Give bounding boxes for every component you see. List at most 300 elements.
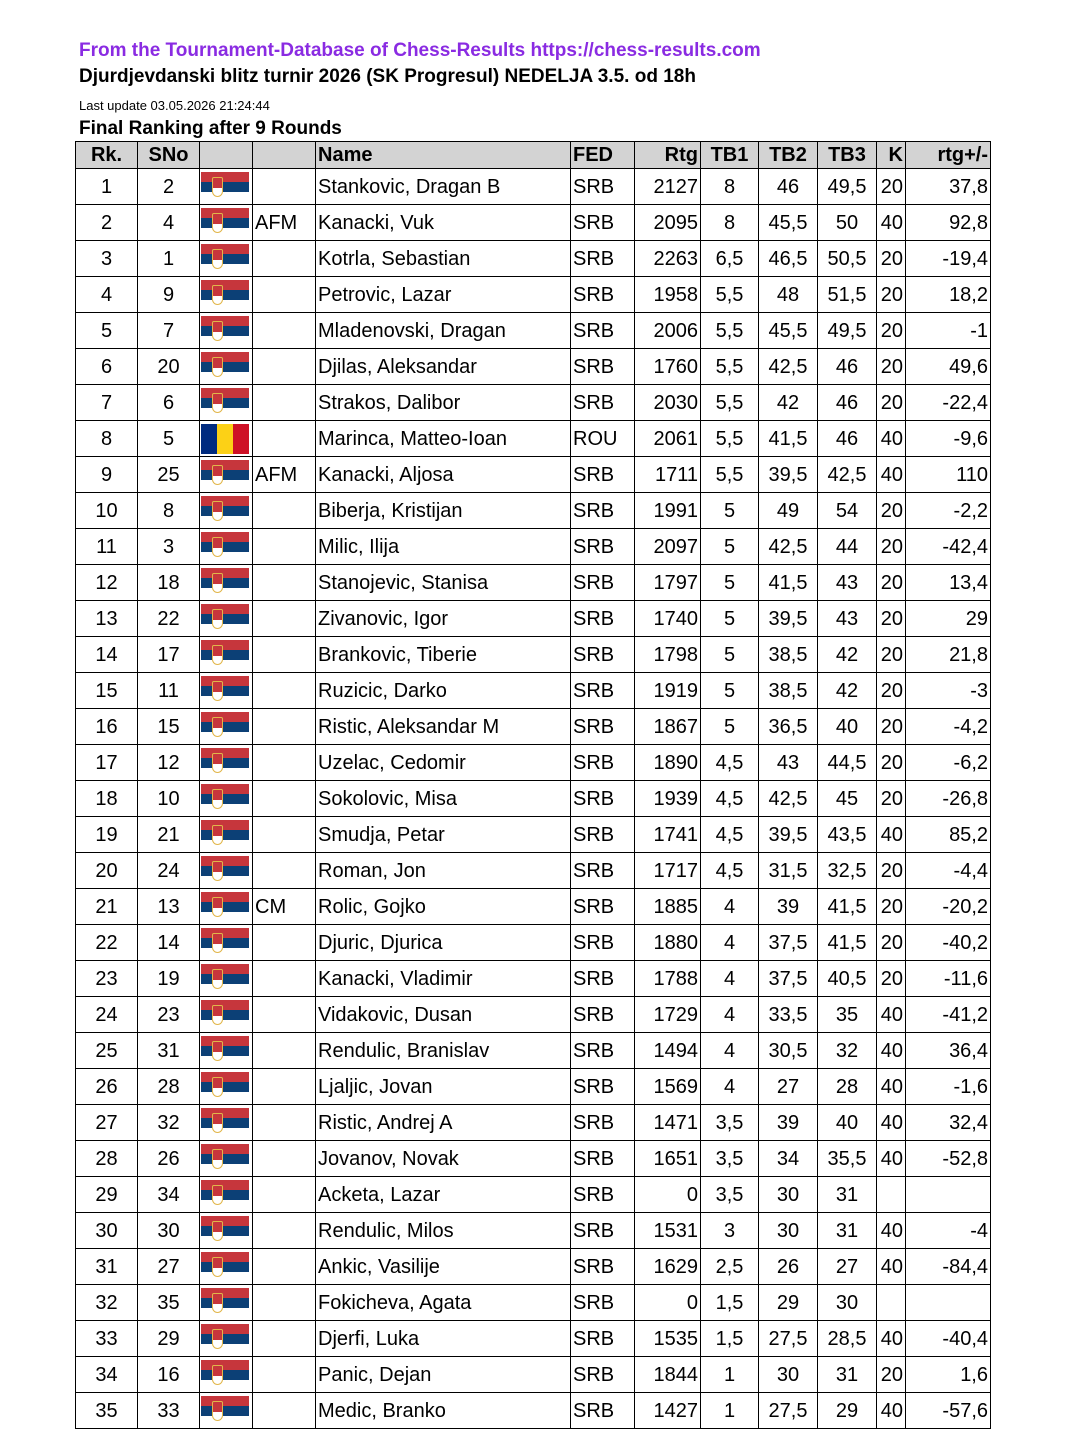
serbia-flag-icon — [201, 1036, 249, 1066]
sno-cell: 6 — [138, 385, 200, 421]
tb3-cell: 40 — [818, 709, 877, 745]
rating-cell: 1711 — [635, 457, 701, 493]
title-cell — [253, 925, 316, 961]
source-line: From the Tournament-Database of Chess-Results https://chess-results.com — [79, 40, 761, 61]
k-cell: 40 — [877, 1033, 906, 1069]
serbia-flag-icon — [201, 568, 249, 598]
serbia-flag-icon — [201, 280, 249, 310]
name-cell: Roman, Jon — [316, 853, 571, 889]
name-cell: Kotrla, Sebastian — [316, 241, 571, 277]
flag-cell — [200, 637, 253, 673]
tb2-cell: 33,5 — [759, 997, 818, 1033]
tb1-cell: 3 — [701, 1213, 759, 1249]
tournament-title: Djurdjevdanski blitz turnir 2026 (SK Progresul) NEDELJA 3.5. od 18h — [79, 66, 696, 87]
rating-cell: 1798 — [635, 637, 701, 673]
tb3-cell: 28 — [818, 1069, 877, 1105]
k-cell: 40 — [877, 1105, 906, 1141]
rating-change-cell: -52,8 — [906, 1141, 991, 1177]
rank-cell: 35 — [76, 1393, 138, 1429]
tb1-cell: 1,5 — [701, 1321, 759, 1357]
title-cell — [253, 1141, 316, 1177]
tb3-cell: 51,5 — [818, 277, 877, 313]
rank-cell: 18 — [76, 781, 138, 817]
tb2-cell: 46 — [759, 169, 818, 205]
serbia-flag-icon — [201, 604, 249, 634]
fed-cell: ROU — [571, 421, 635, 457]
tb3-cell: 41,5 — [818, 889, 877, 925]
k-cell: 20 — [877, 1357, 906, 1393]
fed-cell: SRB — [571, 637, 635, 673]
flag-cell — [200, 313, 253, 349]
flag-cell — [200, 1321, 253, 1357]
sno-cell: 4 — [138, 205, 200, 241]
tb3-cell: 50,5 — [818, 241, 877, 277]
rating-change-cell: 36,4 — [906, 1033, 991, 1069]
flag-cell — [200, 745, 253, 781]
fed-cell: SRB — [571, 565, 635, 601]
k-cell: 40 — [877, 1213, 906, 1249]
flag-cell — [200, 817, 253, 853]
rating-cell: 1788 — [635, 961, 701, 997]
sno-cell: 33 — [138, 1393, 200, 1429]
k-cell: 20 — [877, 241, 906, 277]
rating-cell: 2095 — [635, 205, 701, 241]
rating-change-cell: -26,8 — [906, 781, 991, 817]
k-cell: 20 — [877, 565, 906, 601]
tb1-cell: 3,5 — [701, 1141, 759, 1177]
tb1-cell: 5,5 — [701, 457, 759, 493]
flag-cell — [200, 961, 253, 997]
tb1-cell: 8 — [701, 169, 759, 205]
tb2-cell: 48 — [759, 277, 818, 313]
flag-cell — [200, 205, 253, 241]
rating-change-cell: -20,2 — [906, 889, 991, 925]
flag-cell — [200, 709, 253, 745]
sno-cell: 32 — [138, 1105, 200, 1141]
k-cell: 20 — [877, 637, 906, 673]
rank-cell: 33 — [76, 1321, 138, 1357]
serbia-flag-icon — [201, 1216, 249, 1246]
col-header-rtg: Rtg — [635, 142, 701, 169]
tb3-cell: 29 — [818, 1393, 877, 1429]
tb1-cell: 5 — [701, 529, 759, 565]
col-header-sno: SNo — [138, 142, 200, 169]
table-row — [76, 277, 991, 313]
tb3-cell: 40,5 — [818, 961, 877, 997]
k-cell: 40 — [877, 1393, 906, 1429]
tb1-cell: 5,5 — [701, 349, 759, 385]
fed-cell: SRB — [571, 205, 635, 241]
tb1-cell: 5,5 — [701, 421, 759, 457]
tb1-cell: 4 — [701, 961, 759, 997]
flag-cell — [200, 1069, 253, 1105]
rank-cell: 2 — [76, 205, 138, 241]
table-header-row — [76, 142, 991, 169]
rank-cell: 4 — [76, 277, 138, 313]
k-cell: 20 — [877, 781, 906, 817]
flag-cell — [200, 241, 253, 277]
flag-cell — [200, 349, 253, 385]
tb3-cell: 32,5 — [818, 853, 877, 889]
tb2-cell: 45,5 — [759, 313, 818, 349]
table-row — [76, 889, 991, 925]
table-row — [76, 817, 991, 853]
rank-cell: 6 — [76, 349, 138, 385]
flag-cell — [200, 1141, 253, 1177]
rank-cell: 5 — [76, 313, 138, 349]
serbia-flag-icon — [201, 1144, 249, 1174]
flag-cell — [200, 1249, 253, 1285]
name-cell: Acketa, Lazar — [316, 1177, 571, 1213]
table-row — [76, 709, 991, 745]
serbia-flag-icon — [201, 496, 249, 526]
serbia-flag-icon — [201, 244, 249, 274]
k-cell — [877, 1177, 906, 1213]
name-cell: Kanacki, Aljosa — [316, 457, 571, 493]
table-row — [76, 565, 991, 601]
name-cell: Milic, Ilija — [316, 529, 571, 565]
rank-cell: 14 — [76, 637, 138, 673]
col-header-rtgdiff: rtg+/- — [906, 142, 991, 169]
col-header-name: Name — [316, 142, 571, 169]
serbia-flag-icon — [201, 640, 249, 670]
rank-cell: 30 — [76, 1213, 138, 1249]
rating-change-cell — [906, 1177, 991, 1213]
k-cell: 40 — [877, 205, 906, 241]
k-cell: 20 — [877, 169, 906, 205]
name-cell: Smudja, Petar — [316, 817, 571, 853]
rating-cell: 1471 — [635, 1105, 701, 1141]
name-cell: Marinca, Matteo-Ioan — [316, 421, 571, 457]
sno-cell: 27 — [138, 1249, 200, 1285]
tb1-cell: 5 — [701, 493, 759, 529]
tb1-cell: 4 — [701, 997, 759, 1033]
tb3-cell: 44,5 — [818, 745, 877, 781]
tb2-cell: 39 — [759, 1105, 818, 1141]
fed-cell: SRB — [571, 709, 635, 745]
k-cell: 20 — [877, 601, 906, 637]
title-cell: CM — [253, 889, 316, 925]
k-cell: 40 — [877, 1249, 906, 1285]
title-cell — [253, 1285, 316, 1321]
sno-cell: 19 — [138, 961, 200, 997]
rating-change-cell: 32,4 — [906, 1105, 991, 1141]
name-cell: Stanojevic, Stanisa — [316, 565, 571, 601]
tb3-cell: 40 — [818, 1105, 877, 1141]
tb3-cell: 49,5 — [818, 313, 877, 349]
sno-cell: 9 — [138, 277, 200, 313]
col-header-tb2: TB2 — [759, 142, 818, 169]
sno-cell: 11 — [138, 673, 200, 709]
k-cell — [877, 1285, 906, 1321]
tb1-cell: 8 — [701, 205, 759, 241]
col-header-title — [253, 142, 316, 169]
tb2-cell: 30,5 — [759, 1033, 818, 1069]
sno-cell: 12 — [138, 745, 200, 781]
tb3-cell: 54 — [818, 493, 877, 529]
sno-cell: 24 — [138, 853, 200, 889]
title-cell — [253, 169, 316, 205]
tb2-cell: 41,5 — [759, 565, 818, 601]
k-cell: 20 — [877, 277, 906, 313]
flag-cell — [200, 1177, 253, 1213]
fed-cell: SRB — [571, 781, 635, 817]
rating-cell: 1717 — [635, 853, 701, 889]
name-cell: Ruzicic, Darko — [316, 673, 571, 709]
tb1-cell: 1,5 — [701, 1285, 759, 1321]
tb1-cell: 3,5 — [701, 1105, 759, 1141]
name-cell: Jovanov, Novak — [316, 1141, 571, 1177]
sno-cell: 34 — [138, 1177, 200, 1213]
fed-cell: SRB — [571, 673, 635, 709]
title-cell — [253, 349, 316, 385]
title-cell — [253, 529, 316, 565]
flag-cell — [200, 1285, 253, 1321]
tb3-cell: 43 — [818, 565, 877, 601]
col-header-k: K — [877, 142, 906, 169]
fed-cell: SRB — [571, 277, 635, 313]
tb1-cell: 5 — [701, 565, 759, 601]
table-row — [76, 241, 991, 277]
k-cell: 20 — [877, 349, 906, 385]
rating-change-cell: 18,2 — [906, 277, 991, 313]
rating-cell: 1494 — [635, 1033, 701, 1069]
rank-cell: 17 — [76, 745, 138, 781]
tb3-cell: 28,5 — [818, 1321, 877, 1357]
last-update: Last update 03.05.2026 21:24:44 — [79, 98, 270, 113]
rank-cell: 22 — [76, 925, 138, 961]
rating-cell: 1939 — [635, 781, 701, 817]
tb2-cell: 42,5 — [759, 781, 818, 817]
tb1-cell: 5 — [701, 673, 759, 709]
tb3-cell: 31 — [818, 1357, 877, 1393]
col-header-tb1: TB1 — [701, 142, 759, 169]
tb3-cell: 49,5 — [818, 169, 877, 205]
sno-cell: 10 — [138, 781, 200, 817]
rating-change-cell: 37,8 — [906, 169, 991, 205]
rank-cell: 20 — [76, 853, 138, 889]
table-row — [76, 1249, 991, 1285]
rating-change-cell: -11,6 — [906, 961, 991, 997]
sno-cell: 1 — [138, 241, 200, 277]
name-cell: Ristic, Andrej A — [316, 1105, 571, 1141]
serbia-flag-icon — [201, 316, 249, 346]
rank-cell: 21 — [76, 889, 138, 925]
name-cell: Rendulic, Branislav — [316, 1033, 571, 1069]
serbia-flag-icon — [201, 352, 249, 382]
rank-cell: 27 — [76, 1105, 138, 1141]
rating-change-cell: -57,6 — [906, 1393, 991, 1429]
tb1-cell: 5,5 — [701, 385, 759, 421]
name-cell: Kanacki, Vuk — [316, 205, 571, 241]
serbia-flag-icon — [201, 820, 249, 850]
rank-cell: 15 — [76, 673, 138, 709]
rating-cell: 0 — [635, 1285, 701, 1321]
rank-cell: 13 — [76, 601, 138, 637]
k-cell: 40 — [877, 1069, 906, 1105]
k-cell: 20 — [877, 673, 906, 709]
fed-cell: SRB — [571, 529, 635, 565]
table-row — [76, 349, 991, 385]
serbia-flag-icon — [201, 1324, 249, 1354]
flag-cell — [200, 1357, 253, 1393]
fed-cell: SRB — [571, 1321, 635, 1357]
rating-cell: 2061 — [635, 421, 701, 457]
rating-cell: 2097 — [635, 529, 701, 565]
title-cell: AFM — [253, 457, 316, 493]
k-cell: 40 — [877, 817, 906, 853]
fed-cell: SRB — [571, 1249, 635, 1285]
sno-cell: 30 — [138, 1213, 200, 1249]
serbia-flag-icon — [201, 784, 249, 814]
rating-change-cell: -19,4 — [906, 241, 991, 277]
tb1-cell: 6,5 — [701, 241, 759, 277]
fed-cell: SRB — [571, 1357, 635, 1393]
rating-change-cell: -40,2 — [906, 925, 991, 961]
tb3-cell: 35,5 — [818, 1141, 877, 1177]
flag-cell — [200, 529, 253, 565]
title-cell — [253, 385, 316, 421]
rating-cell: 1531 — [635, 1213, 701, 1249]
flag-cell — [200, 1033, 253, 1069]
serbia-flag-icon — [201, 892, 249, 922]
rating-change-cell: 13,4 — [906, 565, 991, 601]
tb2-cell: 43 — [759, 745, 818, 781]
serbia-flag-icon — [201, 1108, 249, 1138]
serbia-flag-icon — [201, 1396, 249, 1426]
tb2-cell: 45,5 — [759, 205, 818, 241]
title-cell — [253, 781, 316, 817]
tb3-cell: 50 — [818, 205, 877, 241]
rank-cell: 24 — [76, 997, 138, 1033]
table-row — [76, 1105, 991, 1141]
tb3-cell: 46 — [818, 385, 877, 421]
rank-cell: 1 — [76, 169, 138, 205]
rating-change-cell: -84,4 — [906, 1249, 991, 1285]
fed-cell: SRB — [571, 493, 635, 529]
rating-cell: 1740 — [635, 601, 701, 637]
rank-cell: 28 — [76, 1141, 138, 1177]
fed-cell: SRB — [571, 961, 635, 997]
k-cell: 20 — [877, 925, 906, 961]
rank-cell: 12 — [76, 565, 138, 601]
table-row — [76, 1393, 991, 1429]
fed-cell: SRB — [571, 457, 635, 493]
table-row — [76, 1357, 991, 1393]
tb3-cell: 43 — [818, 601, 877, 637]
tb3-cell: 31 — [818, 1177, 877, 1213]
fed-cell: SRB — [571, 889, 635, 925]
title-cell — [253, 1105, 316, 1141]
k-cell: 20 — [877, 961, 906, 997]
fed-cell: SRB — [571, 1285, 635, 1321]
table-row — [76, 1321, 991, 1357]
fed-cell: SRB — [571, 1069, 635, 1105]
col-header-rk: Rk. — [76, 142, 138, 169]
k-cell: 20 — [877, 493, 906, 529]
table-row — [76, 961, 991, 997]
name-cell: Brankovic, Tiberie — [316, 637, 571, 673]
tb3-cell: 35 — [818, 997, 877, 1033]
tb2-cell: 27,5 — [759, 1393, 818, 1429]
tb2-cell: 41,5 — [759, 421, 818, 457]
k-cell: 20 — [877, 313, 906, 349]
fed-cell: SRB — [571, 349, 635, 385]
rating-cell: 1867 — [635, 709, 701, 745]
tb2-cell: 42 — [759, 385, 818, 421]
rank-cell: 29 — [76, 1177, 138, 1213]
serbia-flag-icon — [201, 928, 249, 958]
fed-cell: SRB — [571, 1033, 635, 1069]
table-body — [76, 169, 991, 1429]
tb3-cell: 32 — [818, 1033, 877, 1069]
rank-cell: 11 — [76, 529, 138, 565]
sno-cell: 14 — [138, 925, 200, 961]
sno-cell: 23 — [138, 997, 200, 1033]
col-header-fed: FED — [571, 142, 635, 169]
tb2-cell: 30 — [759, 1213, 818, 1249]
rating-cell: 1890 — [635, 745, 701, 781]
rating-change-cell: -9,6 — [906, 421, 991, 457]
tb1-cell: 1 — [701, 1393, 759, 1429]
rating-cell: 1629 — [635, 1249, 701, 1285]
rating-cell: 1919 — [635, 673, 701, 709]
serbia-flag-icon — [201, 712, 249, 742]
serbia-flag-icon — [201, 532, 249, 562]
sno-cell: 22 — [138, 601, 200, 637]
flag-cell — [200, 421, 253, 457]
sno-cell: 2 — [138, 169, 200, 205]
tb2-cell: 27,5 — [759, 1321, 818, 1357]
tb2-cell: 42,5 — [759, 529, 818, 565]
rating-change-cell: -42,4 — [906, 529, 991, 565]
tb1-cell: 1 — [701, 1357, 759, 1393]
table-row — [76, 1069, 991, 1105]
tb1-cell: 5 — [701, 709, 759, 745]
tb1-cell: 4 — [701, 889, 759, 925]
rating-change-cell: -3 — [906, 673, 991, 709]
tb1-cell: 4 — [701, 1069, 759, 1105]
tb3-cell: 41,5 — [818, 925, 877, 961]
tb2-cell: 39,5 — [759, 817, 818, 853]
rating-change-cell: -22,4 — [906, 385, 991, 421]
col-header-tb3: TB3 — [818, 142, 877, 169]
title-cell — [253, 961, 316, 997]
rating-cell: 2030 — [635, 385, 701, 421]
rating-cell: 1651 — [635, 1141, 701, 1177]
table-row — [76, 673, 991, 709]
title-cell: AFM — [253, 205, 316, 241]
table-row — [76, 385, 991, 421]
tb2-cell: 39 — [759, 889, 818, 925]
tb2-cell: 26 — [759, 1249, 818, 1285]
sno-cell: 7 — [138, 313, 200, 349]
flag-cell — [200, 1393, 253, 1429]
tb1-cell: 5,5 — [701, 277, 759, 313]
fed-cell: SRB — [571, 925, 635, 961]
table-row — [76, 781, 991, 817]
rating-cell: 1844 — [635, 1357, 701, 1393]
fed-cell: SRB — [571, 1393, 635, 1429]
fed-cell: SRB — [571, 1213, 635, 1249]
flag-cell — [200, 277, 253, 313]
tb1-cell: 5 — [701, 637, 759, 673]
name-cell: Kanacki, Vladimir — [316, 961, 571, 997]
name-cell: Ankic, Vasilije — [316, 1249, 571, 1285]
rating-change-cell: -4,2 — [906, 709, 991, 745]
serbia-flag-icon — [201, 388, 249, 418]
flag-cell — [200, 565, 253, 601]
